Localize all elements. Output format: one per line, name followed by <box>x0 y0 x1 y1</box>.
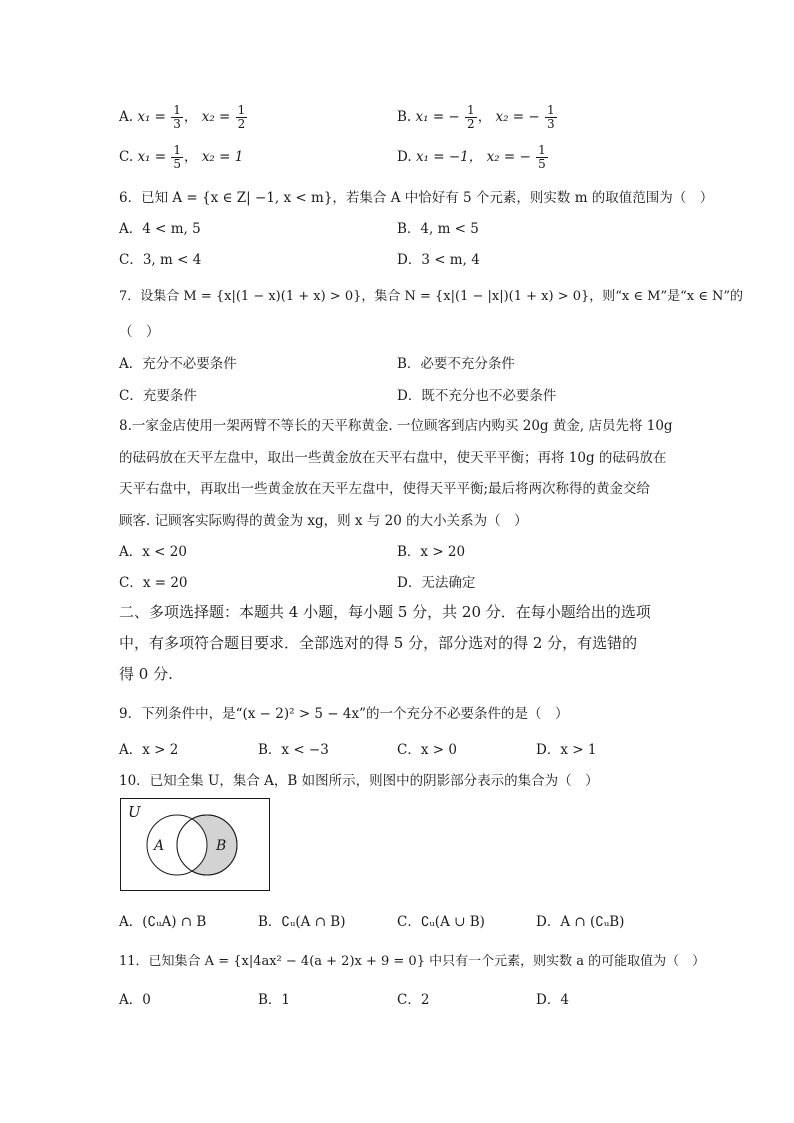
q6-option-b: B．4, m < 5 <box>397 221 479 237</box>
fraction: $\frac{1}{3}$ <box>547 103 555 131</box>
q10-option-a: A．(∁ᵤA) ∩ B <box>119 914 207 930</box>
q11-option-a: A．0 <box>119 992 151 1008</box>
q7-option-a: A．充分不必要条件 <box>119 356 237 372</box>
q7-stem: 7．设集合 M = {x|(1 − x)(1 + x) > 0}，集合 N = {x|(1 − |x|)(1 + x) > 0}，则“x ∈ M”是“x ∈ N”的 <box>119 289 743 304</box>
q10-stem: 10．已知全集 U，集合 A，B 如图所示，则图中的阴影部分表示的集合为（ ） <box>119 773 599 789</box>
q5-option-c: C. x₁ = $\frac{1}{5}$ ， x₂ = 1 <box>119 143 244 171</box>
q6-option-a: A．4 < m, 5 <box>119 221 201 237</box>
q7-option-d: D．既不充分也不必要条件 <box>397 388 557 404</box>
q9-option-b: B．x < −3 <box>258 742 329 758</box>
q9-option-d: D．x > 1 <box>536 742 597 758</box>
venn-diagram <box>120 798 270 891</box>
q9-option-a: A．x > 2 <box>119 742 179 758</box>
q10-option-c: C．∁ᵤ(A ∪ B) <box>397 914 485 930</box>
q7-option-c: C．充要条件 <box>119 388 197 404</box>
q11-option-c: C．2 <box>397 992 430 1008</box>
q9-stem: 9．下列条件中，是“(x − 2)² > 5 − 4x”的一个充分不必要条件的是（ ） <box>119 706 569 722</box>
fraction: $\frac{1}{5}$ <box>538 143 546 171</box>
fraction: $\frac{1}{3}$ <box>173 103 181 131</box>
q6-option-c: C．3, m < 4 <box>119 252 202 268</box>
q8-line-2: 的砝码放在天平左盘中，取出一些黄金放在天平右盘中，使天平平衡；再将 10g 的砝码放在 <box>119 450 667 466</box>
section-2-line-2: 中，有多项符合题目要求．全部选对的得 5 分，部分选对的得 2 分，有选错的 <box>119 634 638 652</box>
q8-option-c: C．x = 20 <box>119 575 188 591</box>
fraction: $\frac{1}{2}$ <box>237 103 246 131</box>
q8-line-1: 8.一家金店使用一架两臂不等长的天平称黄金. 一位顾客到店内购买 20g 黄金, 店员先将 10g <box>119 418 673 434</box>
set-b-label: B <box>216 838 227 854</box>
q7-option-b: B．必要不充分条件 <box>397 356 515 372</box>
q5-option-d: D. x₁ = −1， x₂ = − $\frac{1}{5}$ <box>397 143 546 171</box>
fraction: $\frac{1}{5}$ <box>173 143 182 171</box>
q5-option-a: A. x₁ = $\frac{1}{3}$ ， x₂ = $\frac{1}{2}$ <box>119 103 246 131</box>
q11-option-d: D．4 <box>536 992 569 1008</box>
fraction: $\frac{1}{2}$ <box>467 103 475 131</box>
section-2-line-1: 二、多项选择题：本题共 4 小题，每小题 5 分，共 20 分．在每小题给出的选项 <box>119 603 651 621</box>
q8-option-b: B．x > 20 <box>397 544 466 560</box>
venn-svg <box>121 799 269 890</box>
set-a-label: A <box>154 838 165 854</box>
q8-option-a: A．x < 20 <box>119 544 187 560</box>
q10-option-d: D．A ∩ (∁ᵤB) <box>536 914 625 930</box>
universe-label: U <box>128 803 141 821</box>
q11-option-b: B．1 <box>258 992 291 1008</box>
q6-stem: 6．已知 A = {x ∈ Z| −1, x < m}，若集合 A 中恰好有 5 个元素，则实数 m 的取值范围为（ ） <box>119 190 714 206</box>
q11-stem: 11．已知集合 A = {x|4ax² − 4(a + 2)x + 9 = 0} 中只有一个元素，则实数 a 的可能取值为（ ） <box>119 954 706 969</box>
q7-paren: （ ） <box>119 324 160 340</box>
q10-option-b: B．∁ᵤ(A ∩ B) <box>258 914 346 930</box>
q9-option-c: C．x > 0 <box>397 742 457 758</box>
q8-option-d: D．无法确定 <box>397 575 476 591</box>
q6-option-d: D．3 < m, 4 <box>397 252 480 268</box>
q8-line-3: 天平右盘中，再取出一些黄金放在天平左盘中，使得天平平衡;最后将两次称得的黄金交给 <box>119 481 651 497</box>
q5-option-b: B. x₁ = − $\frac{1}{2}$ ， x₂ = − $\frac{1}{3}$ <box>397 103 555 131</box>
q8-line-4: 顾客. 记顾客实际购得的黄金为 xg，则 x 与 20 的大小关系为（ ） <box>119 513 528 529</box>
section-2-line-3: 得 0 分. <box>119 665 173 683</box>
